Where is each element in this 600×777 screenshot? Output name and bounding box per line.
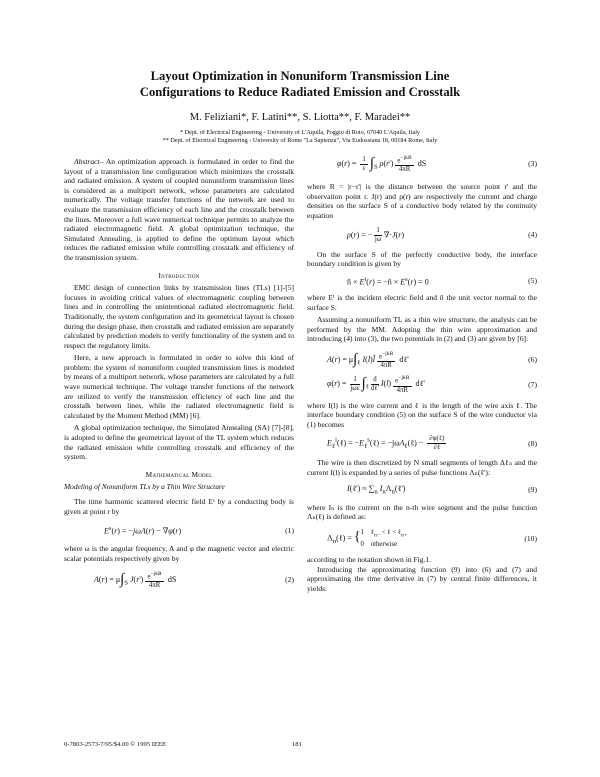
- left-column: [64, 157, 294, 590]
- equation-9-body: I(ℓ') ≈ $\sum_n$ $I_n\Lambda_n(\ell')$: [347, 483, 406, 496]
- equation-8: [307, 435, 537, 452]
- paper-title: [40, 68, 560, 100]
- right-paragraph-7: where Iₙ is the current on the n-th wire segment and the pulse function Λₙ(ℓ) is defined as:: [307, 502, 537, 522]
- affiliation-1: * Dept. of Electrical Engineering - University of L'Aquila, Poggio di Roio, 67040 L'Aquila, Italy: [179, 129, 421, 136]
- affiliation-2: ** Dept. of Electrical Engineering - University of Rome "La Sapienza", Via Eudossiana 18, 00184 Rome, Italy: [162, 137, 438, 145]
- intro-paragraph-2: Here, a new approach is formulated in order to solve this kind of problem: the system of nonuniform coupled transmission lines is modeled by means of a multiport network, whose parameters are calculated by a full wave numerical technique. The voltage transfer functions of the network are utilized to verify the transmission efficiency of each line and the crosstalk between lines, while the radiated electromagnetic field is calculated by the Moment Method (MM) [6].: [64, 353, 294, 420]
- math-paragraph-2: where ω is the angular frequency, A and φ the magnetic vector and electric scalar potentials respectively given by: [64, 544, 294, 564]
- equation-1: [64, 524, 294, 536]
- equation-2-body: $A(r) = \mu\int_S$ J(r') $\frac{e^{-jkR}}{4\pi R}$ dS: [94, 570, 177, 589]
- right-paragraph-3: where Eⁱ is the incident electric field and n̂ the unit vector normal to the surface S.: [307, 293, 537, 312]
- equation-5-number: (5): [528, 276, 537, 286]
- title-line-2: Configurations to Reduce Radiated Emission and Crosstalk: [139, 85, 461, 99]
- page-number: 181: [292, 741, 302, 748]
- math-paragraph-1: The time harmonic scattered electric field Eˢ by a conducting body is given at point r by: [64, 497, 294, 516]
- right-paragraph-1: where R = |r−r'| is the distance between the source point r' and the observation point r. J(r) and ρ(r) are respectively the current and charge densities on the surface S of a conductive body related by the continuity equation: [307, 182, 537, 221]
- right-paragraph-4: Assuming a nonuniform TL as a thin wire structure, the analysis can be performed by the MM. Adopting the thin wire approximation and introducing (4) into (3), the two potentials in (2) and (3) are given by [6]:: [307, 315, 537, 344]
- equation-8-body: $E_\ell^i(\ell)$ = $-E_\ell^s(\ell)$ = −jωA$_\ell$(ℓ) − $\frac{\text{∂φ(ℓ)}}{\text{∂ℓ}}$: [327, 435, 445, 452]
- right-paragraph-5: where I(l) is the wire current and ℓ is the length of the wire axis ℓ. The interface boundary condition (5) on the surface S of the wire conductor via (1) becomes: [307, 400, 537, 429]
- intro-heading: Introduction: [158, 270, 200, 280]
- affiliations: [40, 129, 560, 146]
- equation-2: [64, 570, 294, 590]
- equation-2-number: (2): [285, 574, 294, 584]
- equation-6-body: $A(r) = \mu\int_\ell$ I(l)l̂ $\frac{e^{-jkR}}{4\pi R}$ dℓ': [327, 351, 409, 370]
- equation-7: [307, 374, 537, 394]
- right-paragraph-9: Introducing the approximating function (9) into (6) and (7) and approximating the time derivative in (7) by central finite differences, it yields:: [307, 564, 537, 594]
- math-subheading: Modeling of Nonuniform TLs by a Thin Wire Structure: [64, 482, 225, 492]
- equation-7-body: φ(r) = $\frac{1}{\text{jωε}}$ $\int_\ell$ $\frac{d}{\text{dℓ'}}$ I(l) $\frac{e^{-jkR}}{4\pi R}$ dℓ': [327, 375, 425, 394]
- equation-9: [307, 484, 537, 497]
- equation-10-body: $\Lambda_n(\ell) = \{1$ ℓ$_{n-}$ < ℓ < ℓ$_{n+}$ 0 otherwise: [327, 528, 408, 549]
- intro-paragraph-1: EMC design of connection links by transmission lines (TLs) [1]-[5] focuses in avoiding critical values of electromagnetic coupling between lines and in controlling the unintentional radiated electromagnetic field. Traditionally, the system configuration and its geometrical layout is chosen during the design phase, then crosstalk and radiated emission are separately calculated by prediction models to verify functionality of the system and to respect the regulatory limits.: [64, 283, 294, 350]
- equation-3: [307, 154, 537, 174]
- equation-7-number: (7): [528, 379, 537, 389]
- equation-8-number: (8): [528, 439, 537, 449]
- authors: M. Feliziani*, F. Latini**, S. Liotta**, F. Maradei**: [189, 112, 411, 123]
- right-paragraph-8: according to the notation shown in Fig.1.: [307, 555, 432, 565]
- equation-3-number: (3): [528, 159, 537, 169]
- equation-5: [307, 275, 537, 287]
- right-paragraph-2: On the surface S of the perfectly conductive body, the interface boundary condition is given by: [307, 249, 537, 269]
- equation-9-number: (9): [528, 485, 537, 495]
- equation-6-number: (6): [528, 355, 537, 365]
- right-column: [307, 154, 537, 594]
- right-paragraph-6: The wire is then discretized by N small segments of length Δℓₙ and the current I(l) is expanded by a series of pulse functions Λₙ(ℓ'):: [307, 458, 537, 477]
- abstract: [64, 157, 294, 263]
- equation-3-body: φ(r) = $\frac{1}{\varepsilon}$ $\int_S$ ρ(r') $\frac{e^{-jkR}}{4\pi R}$ dS: [337, 155, 427, 174]
- equation-1-number: (1): [285, 525, 294, 535]
- equation-1-body: $E^s(r) = -j\omega A(r) - \nabla\varphi(r)$: [104, 525, 182, 536]
- equation-10-number: (10): [524, 533, 537, 543]
- equation-10: [307, 528, 537, 549]
- equation-4-number: (4): [528, 230, 537, 240]
- equation-4: [307, 227, 537, 244]
- equation-6: [307, 350, 537, 370]
- equation-5-body: n̂ × $E^i(r)$ = −n̂ × $E^s(r) = 0$: [347, 275, 429, 287]
- equation-4-body: ρ(r) = − $\frac{1}{j\omega}$ ∇·J(r): [347, 226, 405, 243]
- abstract-label: Abstract: [74, 157, 100, 166]
- title-line-1: Layout Optimization in Nonuniform Transmission Line: [150, 69, 450, 83]
- math-heading: Mathematical Model: [145, 469, 213, 479]
- abstract-text: – An optimization approach is formulated in order to find the layout of a transmission line configuration which minimizes the crosstalk and radiated emission. A system of coupled nonuniform transmission lines is considered as a multiport network, whose parameters are calculated numerically. The voltage transfer functions of the network are used to evaluate the transmission efficiency of each line and the crosstalk between the lines. Moreover a full wave numerical technique permits to analyze the radiated electromagnetic field. A global optimization technique, the Simulated Annealing, is applied to define the optimum layout which reduces the radiated emission while controlling crosstalk and efficiency of the transmission system.: [64, 157, 294, 262]
- footer-copyright: 0-7803-2573-7/95/$4.00 © 1995 IEEE: [64, 741, 167, 748]
- intro-paragraph-3: A global optimization technique, the Simulated Annealing (SA) [7]-[8], is adopted to define the geometrical layout of the TL system which reduces the radiated emission while controlling crosstalk and efficiency of the system.: [64, 423, 294, 462]
